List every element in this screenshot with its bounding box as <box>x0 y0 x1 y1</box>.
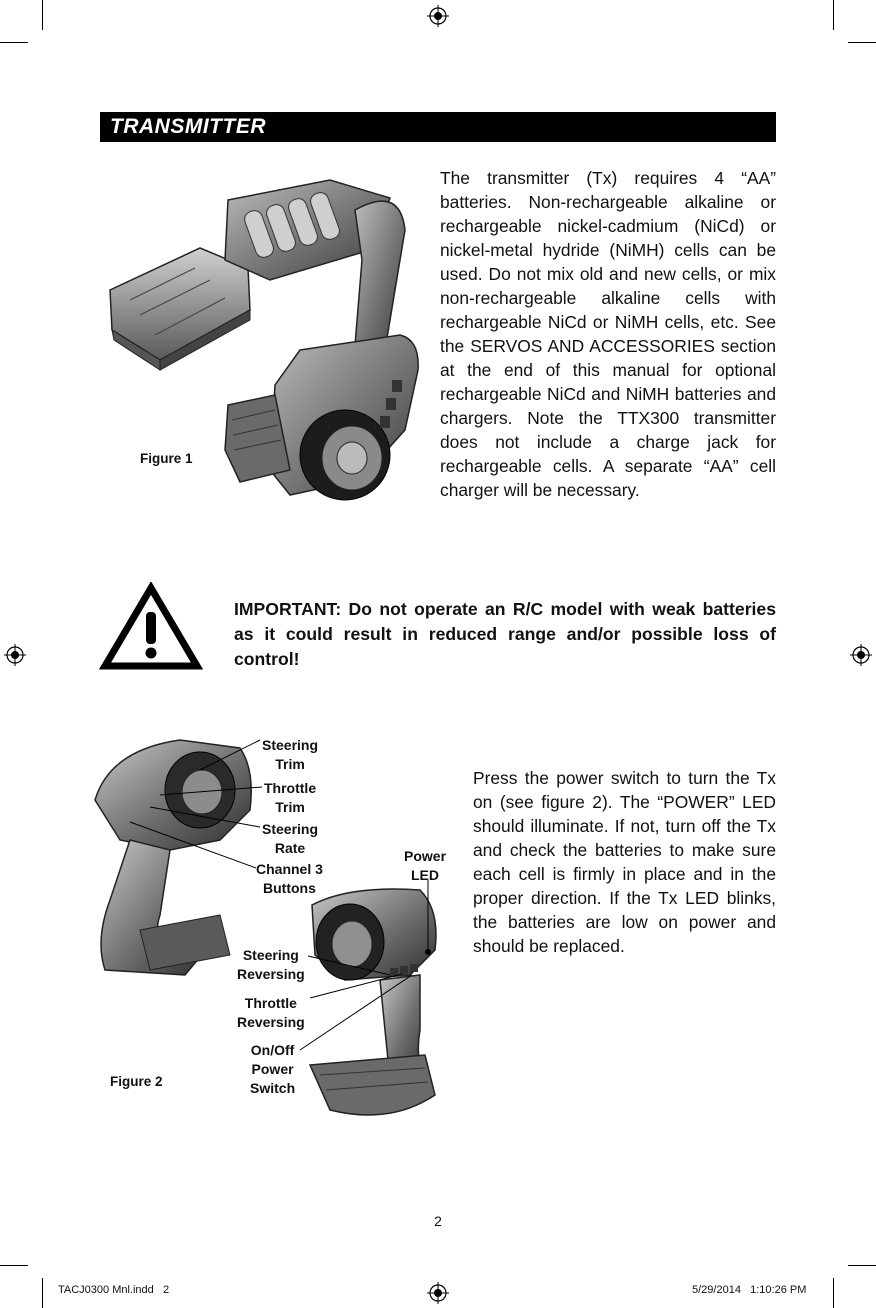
callout-power-led: Power LED <box>404 848 447 883</box>
crop-mark <box>833 0 834 30</box>
warning-text: IMPORTANT: Do not operate an R/C model with weak batteries as it could result in reduced range and/or possible loss of control! <box>234 599 776 669</box>
callout-steering-reversing: Steering Reversing <box>237 947 305 982</box>
registration-mark-icon <box>427 1282 449 1304</box>
warning-triangle-icon <box>99 582 203 672</box>
crop-mark <box>848 1265 876 1266</box>
callout-throttle-trim: Throttle Trim <box>264 780 317 815</box>
section-header-bar <box>100 112 776 142</box>
footer-timestamp: 5/29/2014 1:10:26 PM <box>692 1284 807 1296</box>
callout-channel3-buttons: Channel 3 Buttons <box>256 861 323 896</box>
section-title: TRANSMITTER <box>110 115 266 138</box>
intro-paragraph: The transmitter (Tx) requires 4 “AA” batteries. Non-rechargeable alkaline or rechargeable nickel-cadmium (NiCd) or nickel-metal hydride (NiMH) cells can be used. Do not mix old and new cells, or mix non-rechargeable alkaline cells with rechargeable NiCd or NiMH cells, etc. See the SERVOS AND ACCESSORIES section at the end of this manual for optional rechargeable NiCd and NiMH batteries and chargers. Note the TTX300 transmitter does not include a charge jack for rechargeable cells. A separate “AA” cell charger will be necessary. <box>440 168 776 500</box>
crop-mark <box>0 42 28 43</box>
callout-onoff-power-switch: On/Off Power Switch <box>250 1042 296 1096</box>
figure2-label: Figure 2 <box>110 1074 163 1089</box>
page-number: 2 <box>434 1213 442 1229</box>
registration-mark-icon <box>427 5 449 27</box>
callout-throttle-reversing: Throttle Reversing <box>237 995 305 1030</box>
footer-file-name: TACJ0300 Mnl.indd 2 <box>58 1284 170 1296</box>
callout-steering-rate: Steering Rate <box>262 821 319 856</box>
registration-mark-icon <box>850 644 872 666</box>
registration-mark-icon <box>4 644 26 666</box>
figure1-label: Figure 1 <box>140 451 193 466</box>
crop-mark <box>848 42 876 43</box>
crop-mark <box>42 1278 43 1308</box>
callout-steering-trim: Steering Trim <box>262 737 319 772</box>
crop-mark <box>42 0 43 30</box>
crop-mark <box>0 1265 28 1266</box>
power-paragraph: Press the power switch to turn the Tx on (see figure 2). The “POWER” LED should illuminate. If not, turn off the Tx and check the batteries to make sure each cell is firmly in place and in the proper direction. If the Tx LED blinks, the batteries are low on power and should be replaced. <box>473 768 776 956</box>
crop-mark <box>833 1278 834 1308</box>
